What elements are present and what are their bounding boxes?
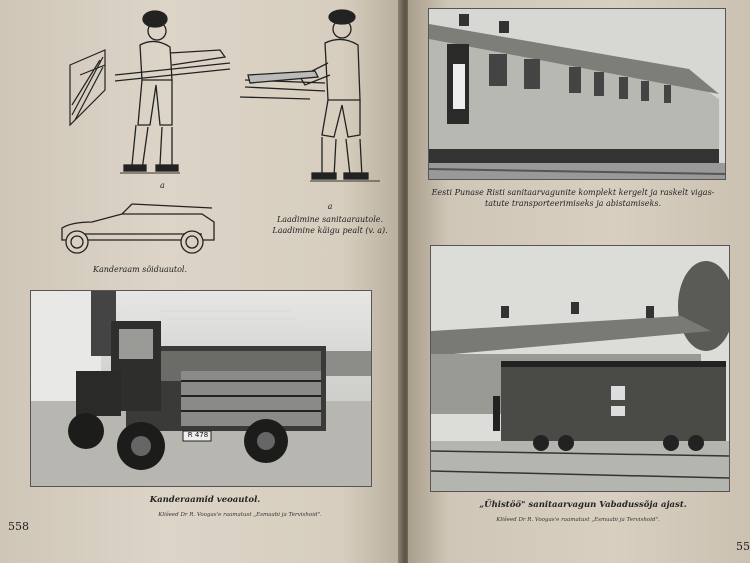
- truck-license-plate: R 478: [187, 431, 209, 439]
- caption-car: Kanderaam sõiduautol.: [92, 265, 188, 274]
- caption-wagon: „Ühistöö" sanitaarvagun Vabadussõja ajast.: [479, 500, 687, 510]
- figure-label-b: a: [327, 202, 333, 211]
- photo-ambulance-wagon: [430, 245, 730, 492]
- right-page: [408, 0, 750, 563]
- credit-wagon: Klišeed Dr R. Voogas'e raamatust „Esmaabi ja Tervishoid".: [496, 517, 660, 523]
- caption-truck: Kanderaamid veoautol.: [149, 495, 261, 505]
- caption-loading-2: Laadimine käigu pealt (v. a).: [272, 226, 388, 235]
- page-number-right: 55: [736, 540, 750, 553]
- photo-red-cross-train: [428, 8, 726, 180]
- page-number-left: 558: [8, 520, 29, 533]
- illustration-stretcher-loading: [60, 5, 390, 190]
- caption-loading-1: Laadimine sanitaarautole.: [276, 215, 384, 224]
- caption-train-line-1: Eesti Punase Risti sanitaarvagunite komplekt kergelt ja raskelt vigas-: [431, 188, 715, 197]
- illustration-car: [52, 200, 222, 260]
- caption-train-line-2: tatute transporteerimiseks ja abistamiseks.: [484, 199, 662, 208]
- figure-label-a: a: [160, 181, 165, 190]
- photo-truck: [30, 290, 372, 487]
- credit-truck: Klišeed Dr R. Voogas'e raamatust „Esmaabi ja Tervishoid".: [158, 512, 322, 518]
